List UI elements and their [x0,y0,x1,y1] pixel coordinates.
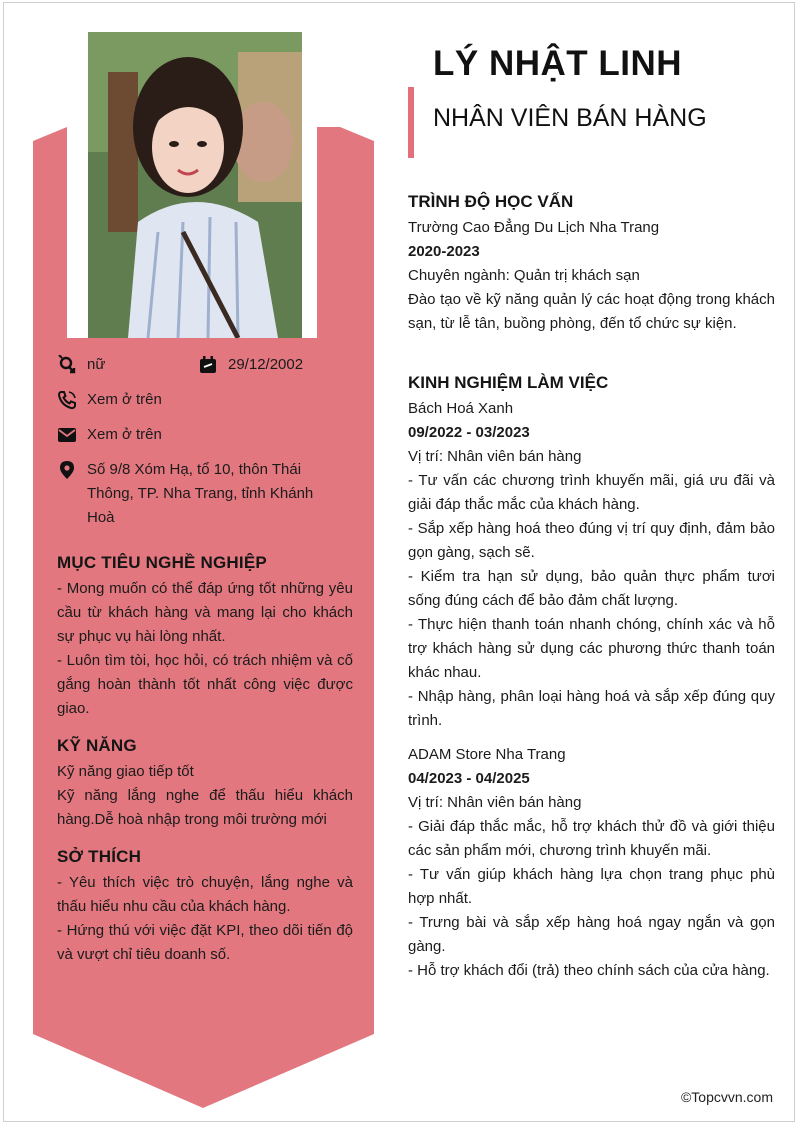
address-row [57,458,332,530]
experience-task: - Trưng bài và sắp xếp hàng hoá ngay ngắn và gọn gàng. [408,914,775,955]
experience-position: Vị trí: Nhân viên bán hàng [408,794,582,811]
education-title: TRÌNH ĐỘ HỌC VẤN [408,192,574,211]
career-goal-line: - Mong muốn có thể đáp ứng tốt những yêu cầu từ khách hàng và mang lại cho khách sự phục vụ hài lòng nhất. [57,580,353,645]
skills-title: KỸ NĂNG [57,736,137,755]
footer-copyright[interactable]: ©Topcvvn.com [680,1089,773,1105]
experience-task: - Hỗ trợ khách đổi (trả) theo chính sách của cửa hàng. [408,962,770,979]
experience-task: - Sắp xếp hàng hoá theo đúng vị trí quy định, đảm bảo gọn gàng, sạch sẽ. [408,520,775,561]
calendar-icon [198,355,218,375]
gender-value: nữ [87,356,106,373]
experience-period: 09/2022 - 03/2023 [408,424,530,441]
title-accent-bar [408,87,414,158]
experience-task: - Giải đáp thắc mắc, hỗ trợ khách thử đồ và giới thiệu các sản phẩm mới, chương trình khuyến mãi. [408,818,775,859]
phone-row [57,388,162,412]
email-row [57,423,162,447]
gender-icon [57,355,77,375]
education-period: 2020-2023 [408,243,480,260]
experience-section [408,373,775,983]
location-icon [57,460,77,480]
email-icon [57,425,77,445]
experience-task: - Tư vấn các chương trình khuyến mãi, giá ưu đãi và giải đáp thắc mắc của khách hàng. [408,472,775,513]
experience-company: Bách Hoá Xanh [408,400,514,417]
candidate-name: LÝ NHẬT LINH [433,44,683,83]
birthday-row [198,353,303,377]
experience-task: - Tư vấn giúp khách hàng lựa chọn trang phục phù hợp nhất. [408,866,775,907]
experience-position: Vị trí: Nhân viên bán hàng [408,448,582,465]
phone-icon [57,390,77,410]
experience-item [408,743,775,983]
job-title: NHÂN VIÊN BÁN HÀNG [433,104,707,132]
experience-period: 04/2023 - 04/2025 [408,770,530,787]
hobbies-title: SỞ THÍCH [57,847,142,866]
experience-title: KINH NGHIỆM LÀM VIỆC [408,373,609,392]
avatar [88,32,302,338]
experience-task: - Kiểm tra hạn sử dụng, bảo quản thực phẩm tươi sống đúng cách để bảo đảm chất lượng. [408,568,775,609]
hobbies-section [57,847,353,967]
experience-item [408,397,775,733]
address-value: Số 9/8 Xóm Hạ, tổ 10, thôn Thái Thông, TP. Nha Trang, tỉnh Khánh Hoà [87,461,314,526]
experience-task: - Thực hiện thanh toán nhanh chóng, chính xác và hỗ trợ khách hàng sử dụng các phương thức thanh toán khác nhau. [408,616,775,681]
education-section [408,192,775,336]
skills-line: Kỹ năng giao tiếp tốt [57,763,194,780]
hobbies-line: - Hứng thú với việc đặt KPI, theo dõi tiến độ và vượt chỉ tiêu doanh số. [57,922,353,963]
email-value: Xem ở trên [87,426,162,443]
hobbies-line: - Yêu thích việc trò chuyện, lắng nghe và thấu hiểu nhu cầu của khách hàng. [57,874,353,915]
experience-company: ADAM Store Nha Trang [408,746,566,763]
career-goal-section [57,553,353,721]
education-description: Đào tạo về kỹ năng quản lý các hoạt động trong khách sạn, từ lễ tân, buồng phòng, đến tổ chức sự kiện. [408,291,775,332]
career-goal-title: MỤC TIÊU NGHỀ NGHIỆP [57,553,267,572]
skills-line: Kỹ năng lắng nghe để thấu hiểu khách hàng.Dễ hoà nhập trong môi trường mới [57,787,353,828]
education-school: Trường Cao Đẳng Du Lịch Nha Trang [408,219,660,236]
gender-row [57,353,105,377]
birthday-value: 29/12/2002 [228,356,304,373]
education-major: Chuyên ngành: Quản trị khách sạn [408,267,640,284]
phone-value: Xem ở trên [87,391,162,408]
skills-section [57,736,353,832]
experience-task: - Nhập hàng, phân loại hàng hoá và sắp xếp đúng quy trình. [408,688,775,729]
career-goal-line: - Luôn tìm tòi, học hỏi, có trách nhiệm và cố gắng hoàn thành tốt nhất công việc được giao. [57,652,353,717]
